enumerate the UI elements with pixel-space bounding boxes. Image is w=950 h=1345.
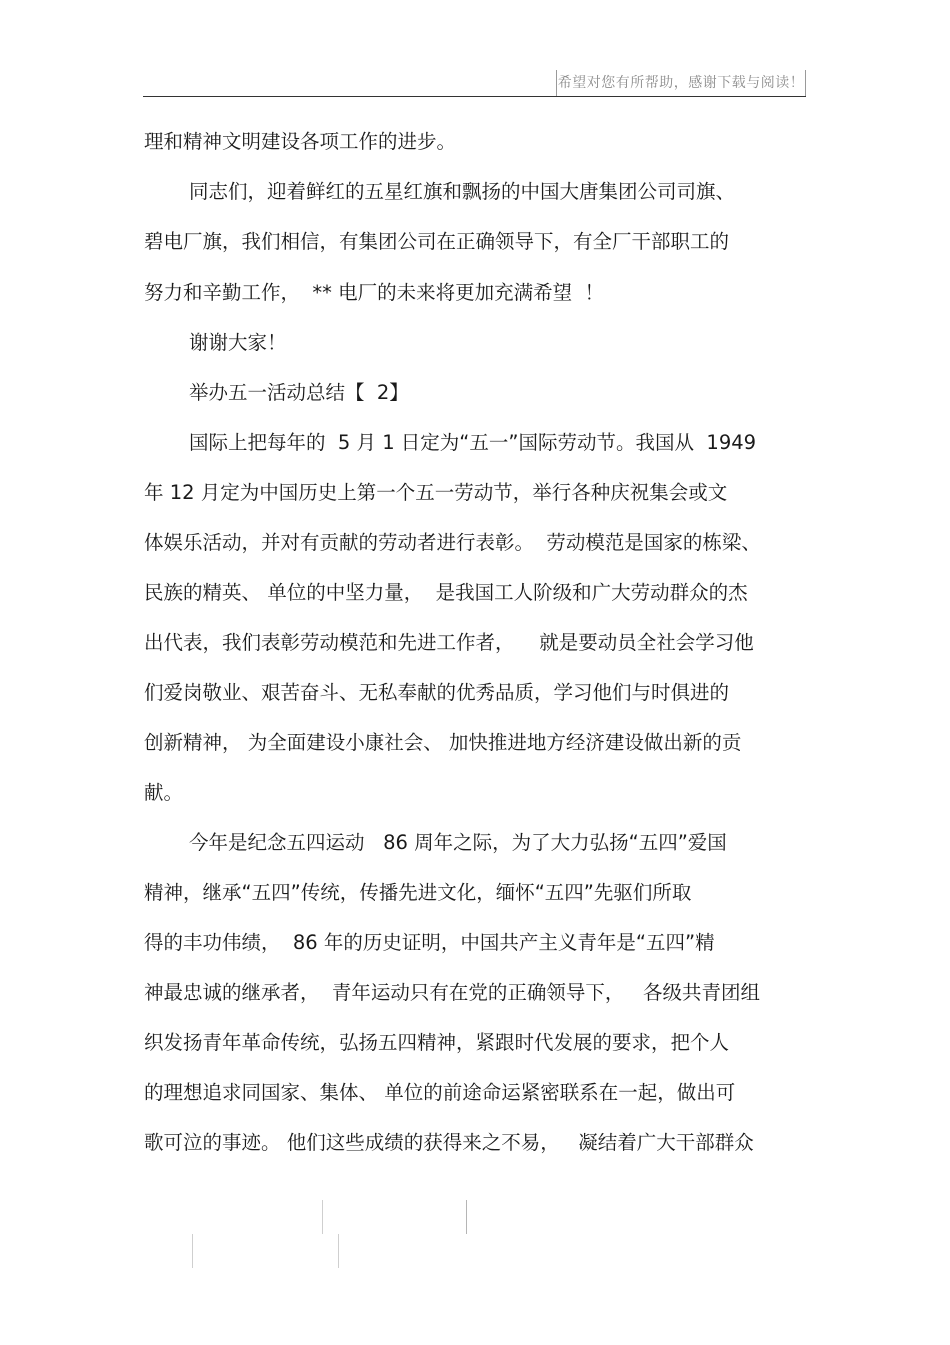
text-line: 碧电厂旗，我们相信，有集团公司在正确领导下，有全厂干部职工的 xyxy=(144,230,730,253)
scan-mark xyxy=(322,1200,323,1234)
text-line: 精神，继承“五四”传统，传播先进文化，缅怀“五四”先驱们所取 xyxy=(144,881,692,904)
text-line: 努力和辛勤工作， ** 电厂的未来将更加充满希望 ！ xyxy=(144,281,604,304)
text-line: 创新精神， 为全面建设小康社会、 加快推进地方经济建设做出新的贡 xyxy=(144,731,742,754)
text-line: 年 12 月定为中国历史上第一个五一劳动节，举行各种庆祝集会或文 xyxy=(144,481,728,504)
header-rule xyxy=(143,96,806,97)
scan-mark xyxy=(192,1234,193,1268)
text-line: 出代表，我们表彰劳动模范和先进工作者， 就是要动员全社会学习他 xyxy=(144,631,754,654)
text-line: 织发扬青年革命传统，弘扬五四精神，紧跟时代发展的要求，把个人 xyxy=(144,1031,730,1054)
text-line: 理和精神文明建设各项工作的进步。 xyxy=(144,130,457,153)
header-note: 希望对您有所帮助，感谢下载与阅读！ xyxy=(556,70,806,96)
text-line: 民族的精英、 单位的中坚力量， 是我国工人阶级和广大劳动群众的杰 xyxy=(144,581,748,604)
text-line: 同志们，迎着鲜红的五星红旗和飘扬的中国大唐集团公司司旗、 xyxy=(189,180,736,203)
text-line: 今年是纪念五四运动 86 周年之际，为了大力弘扬“五四”爱国 xyxy=(189,831,727,854)
section-heading: 举办五一活动总结【 2】 xyxy=(189,381,409,404)
text-line: 歌可泣的事迹。 他们这些成绩的获得来之不易， 凝结着广大干部群众 xyxy=(144,1131,754,1154)
text-line: 体娱乐活动，并对有贡献的劳动者进行表彰。 劳动模范是国家的栋梁、 xyxy=(144,531,761,554)
text-line: 的理想追求同国家、集体、 单位的前途命运紧密联系在一起，做出可 xyxy=(144,1081,736,1104)
text-line: 得的丰功伟绩， 86 年的历史证明，中国共产主义青年是“五四”精 xyxy=(144,931,715,954)
text-line: 谢谢大家！ xyxy=(189,331,287,354)
scan-mark xyxy=(466,1200,467,1234)
text-line: 献。 xyxy=(144,781,184,804)
scan-mark xyxy=(338,1234,339,1268)
text-line: 们爱岗敬业、艰苦奋斗、无私奉献的优秀品质，学习他们与时俱进的 xyxy=(144,681,730,704)
text-line: 国际上把每年的 5 月 1 日定为“五一”国际劳动节。我国从 1949 xyxy=(189,431,757,454)
text-line: 神最忠诚的继承者， 青年运动只有在党的正确领导下， 各级共青团组 xyxy=(144,981,760,1004)
